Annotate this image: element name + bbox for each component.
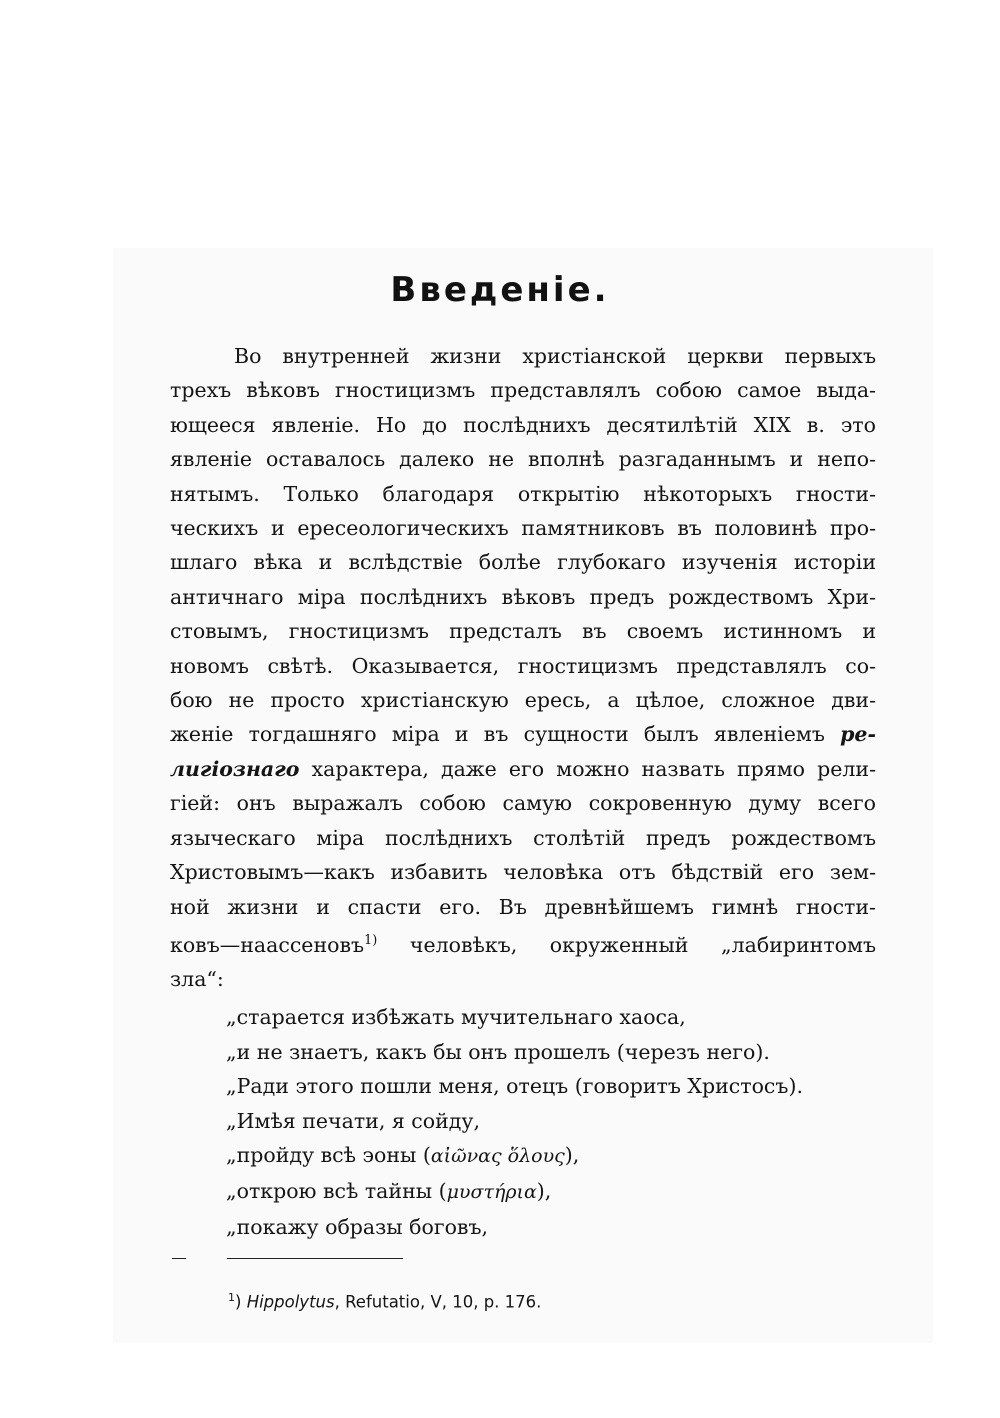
paragraph-line: Христовымъ—какъ избавить человѣка отъ бѣдствій его зем- <box>170 860 876 885</box>
paragraph-line: Во внутренней жизни христіанской церкви первыхъ <box>234 344 876 368</box>
main-paragraph <box>170 339 876 997</box>
paragraph-line: зла“: <box>170 967 224 992</box>
verse-text: „пройду всѣ эоны ( <box>226 1143 431 1168</box>
paragraph-line <box>170 717 876 751</box>
paragraph-line: ной жизни и спасти его. Въ древнѣйшемъ гимнѣ гности- <box>170 894 876 919</box>
line-text: человѣкъ, окруженный „лабиринтомъ <box>377 932 876 957</box>
paragraph-line: языческаго міра послѣднихъ столѣтій предъ рождествомъ <box>170 825 876 850</box>
paragraph-line <box>170 752 876 786</box>
paragraph-line: античнаго міра послѣднихъ вѣковъ предъ рождествомъ Хри- <box>170 584 876 609</box>
greek-text: μυστήρια <box>446 1180 537 1203</box>
verse-line: „Ради этого пошли меня, отецъ (говоритъ Христосъ). <box>226 1074 803 1099</box>
verse-line: „и не знаетъ, какъ бы онъ прошелъ (черезъ него). <box>226 1039 770 1064</box>
paragraph-line: стовымъ, гностицизмъ предсталъ въ своемъ истинномъ и <box>170 619 876 644</box>
footnote-divider <box>227 1258 403 1259</box>
verse-line: „покажу образы боговъ, <box>226 1214 489 1239</box>
emphasis-text: лигіознаго <box>170 756 300 781</box>
footnote-divider-short <box>172 1258 186 1259</box>
paragraph-line: трехъ вѣковъ гностицизмъ представлялъ собою самое выда- <box>170 378 876 403</box>
line-text: характера, даже его можно назвать прямо рели- <box>311 756 876 781</box>
greek-text: αἰῶνας ὅλους <box>430 1145 565 1168</box>
paragraph-line: явленіе оставалось далеко не вполнѣ разгаданнымъ и непо- <box>170 447 876 472</box>
paragraph-line: ческихъ и ересеологическихъ памятниковъ въ половинѣ про- <box>170 516 876 541</box>
emphasis-text: ре- <box>840 722 876 747</box>
footnote-marker: 1 <box>228 1291 235 1304</box>
paragraph-line: гіей: онъ выражалъ собою самую сокровенную думу всего <box>170 791 876 816</box>
paragraph-line: бою не просто христіанскую ересь, а цѣлое, сложное дви- <box>170 688 876 713</box>
verse-line: „Имѣя печати, я сойду, <box>226 1108 480 1133</box>
verse-line <box>226 1174 803 1210</box>
paragraph-line: ющееся явленіе. Но до послѣднихъ десятилѣтій XIX в. это <box>170 412 876 437</box>
hymn-quote <box>226 1000 803 1244</box>
footnote-reference: , Refutatio, V, 10, p. 176. <box>334 1292 542 1312</box>
verse-text: „открою всѣ тайны ( <box>226 1178 447 1203</box>
paragraph-line: нятымъ. Только благодаря открытію нѣкоторыхъ гности- <box>170 481 876 506</box>
footnote <box>228 1291 541 1312</box>
verse-line: „старается избѣжать мучительнаго хаоса, <box>226 1005 686 1029</box>
line-text: женіе тогдашняго міра и въ сущности былъ явленіемъ <box>170 722 825 747</box>
verse-line <box>226 1138 803 1174</box>
chapter-title: Введеніе. <box>390 270 610 310</box>
footnote-ref: 1) <box>364 932 378 948</box>
footnote-paren: ) <box>235 1292 242 1312</box>
verse-text: ), <box>564 1143 580 1168</box>
paragraph-line: новомъ свѣтѣ. Оказывается, гностицизмъ представлялъ со- <box>170 653 876 678</box>
footnote-author: Hippolytus <box>246 1292 335 1312</box>
paragraph-line: шлаго вѣка и вслѣдствіе болѣе глубокаго изученія исторіи <box>170 550 876 575</box>
paragraph-line <box>170 924 876 962</box>
line-text: ковъ—наассеновъ <box>170 932 365 957</box>
verse-text: ), <box>536 1178 552 1203</box>
